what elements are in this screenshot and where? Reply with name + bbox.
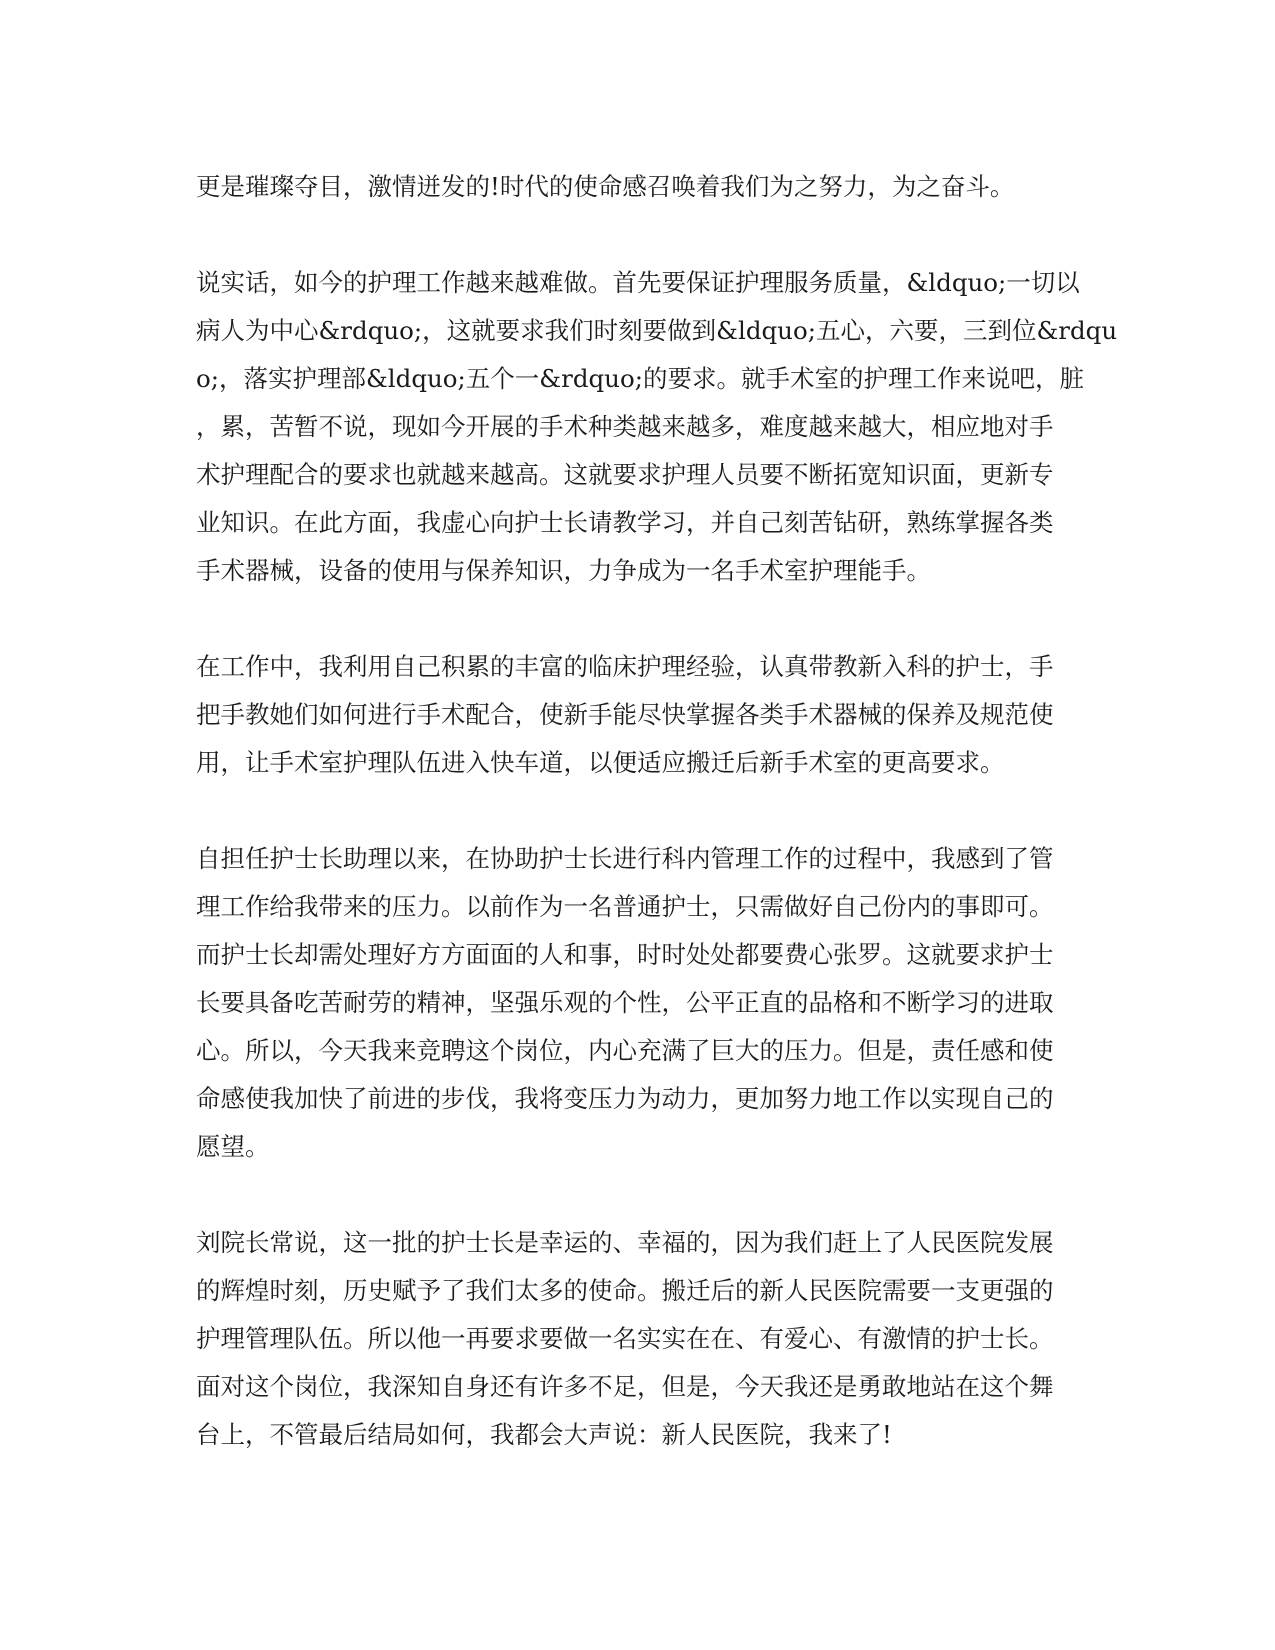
text-line: 用，让手术室护理队伍进入快车道，以便适应搬迁后新手术室的更高要求。 (196, 748, 1005, 777)
text-line: 而护士长却需处理好方方面面的人和事，时时处处都要费心张罗。这就要求护士 (196, 940, 1054, 969)
text-line: 长要具备吃苦耐劳的精神，坚强乐观的个性，公平正直的品格和不断学习的进取 (196, 988, 1054, 1017)
paragraph-3 (196, 643, 1080, 787)
text-line: 把手教她们如何进行手术配合，使新手能尽快掌握各类手术器械的保养及规范使 (196, 700, 1054, 729)
paragraph-gap (196, 1171, 1080, 1219)
paragraph-gap (196, 595, 1080, 643)
text-line: 护理管理队伍。所以他一再要求要做一名实实在在、有爱心、有激情的护士长。 (196, 1324, 1054, 1353)
text-line: 说实话，如今的护理工作越来越难做。首先要保证护理服务质量，&ldquo;一切以 (196, 268, 1080, 297)
paragraph-4 (196, 835, 1080, 1171)
text-line: 愿望。 (196, 1132, 270, 1161)
text-line: 台上，不管最后结局如何，我都会大声说：新人民医院，我来了! (196, 1420, 892, 1449)
text-line: 自担任护士长助理以来，在协助护士长进行科内管理工作的过程中，我感到了管 (196, 844, 1054, 873)
text-line: 理工作给我带来的压力。以前作为一名普通护士，只需做好自己份内的事即可。 (196, 892, 1054, 921)
text-line: 心。所以，今天我来竞聘这个岗位，内心充满了巨大的压力。但是，责任感和使 (196, 1036, 1054, 1065)
text-line: ，累，苦暂不说，现如今开展的手术种类越来越多，难度越来越大，相应地对手 (196, 412, 1054, 441)
text-line: 业知识。在此方面，我虚心向护士长请教学习，并自己刻苦钻研，熟练掌握各类 (196, 508, 1054, 537)
text-line: 的辉煌时刻，历史赋予了我们太多的使命。搬迁后的新人民医院需要一支更强的 (196, 1276, 1054, 1305)
text-line: 刘院长常说，这一批的护士长是幸运的、幸福的，因为我们赶上了人民医院发展 (196, 1228, 1054, 1257)
text-line: 面对这个岗位，我深知自身还有许多不足，但是，今天我还是勇敢地站在这个舞 (196, 1372, 1054, 1401)
text-line: 更是璀璨夺目，激情迸发的!时代的使命感召唤着我们为之努力，为之奋斗。 (196, 172, 1015, 201)
paragraph-5 (196, 1219, 1080, 1459)
text-line: 术护理配合的要求也就越来越高。这就要求护理人员要不断拓宽知识面，更新专 (196, 460, 1054, 489)
text-line: o;，落实护理部&ldquo;五个一&rdquo;的要求。就手术室的护理工作来说吧，脏 (196, 364, 1084, 393)
text-line: 命感使我加快了前进的步伐，我将变压力为动力，更加努力地工作以实现自己的 (196, 1084, 1054, 1113)
paragraph-gap (196, 211, 1080, 259)
paragraph-2 (196, 259, 1118, 595)
paragraph-1 (196, 163, 1080, 211)
paragraph-gap (196, 787, 1080, 835)
text-line: 在工作中，我利用自己积累的丰富的临床护理经验，认真带教新入科的护士，手 (196, 652, 1054, 681)
text-line: 手术器械，设备的使用与保养知识，力争成为一名手术室护理能手。 (196, 556, 931, 585)
text-line: 病人为中心&rdquo;，这就要求我们时刻要做到&ldquo;五心，六要，三到位&rdqu (196, 316, 1118, 345)
document-body (196, 163, 1118, 1459)
